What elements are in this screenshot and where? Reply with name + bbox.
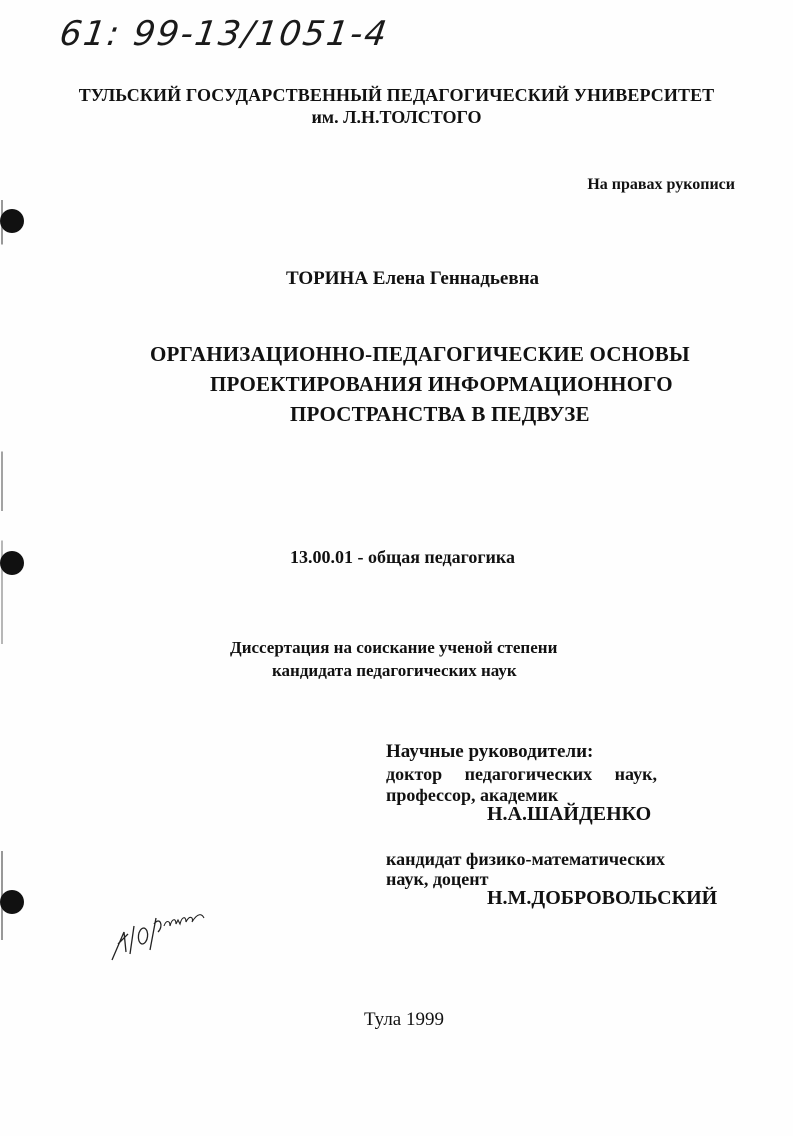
dissertation-degree-line-1: Диссертация на соискание ученой степени <box>230 638 558 657</box>
handwritten-page-count <box>104 904 214 964</box>
dissertation-degree-line-2: кандидата педагогических наук <box>272 661 517 680</box>
thesis-title-line-2: ПРОЕКТИРОВАНИЯ ИНФОРМАЦИОННОГО <box>210 372 673 396</box>
university-name: ТУЛЬСКИЙ ГОСУДАРСТВЕННЫЙ ПЕДАГОГИЧЕСКИЙ УНИВЕРСИТЕТ <box>78 85 715 105</box>
supervisor-1-degree: доктор педагогических наук, <box>386 764 658 784</box>
punch-hole-bottom <box>0 890 24 914</box>
university-named-after: им. Л.Н.ТОЛСТОГО <box>311 107 482 127</box>
punch-hole-top <box>0 209 24 233</box>
punch-hole-middle <box>0 551 24 575</box>
supervisor-2-degree: кандидат физико-математических <box>386 849 665 869</box>
supervisor-2-name: Н.М.ДОБРОВОЛЬСКИЙ <box>487 887 718 909</box>
supervisors-heading: Научные руководители: <box>386 741 594 762</box>
thesis-title-line-3: ПРОСТРАНСТВА В ПЕДВУЗЕ <box>290 402 590 426</box>
supervisor-1-title: профессор, академик <box>386 785 559 805</box>
specialty-code: 13.00.01 - общая педагогика <box>290 547 516 567</box>
manuscript-rights-note: На правах рукописи <box>587 176 735 193</box>
place-and-year: Тула 1999 <box>364 1009 444 1030</box>
library-shelfmark: 61: 99-13/1051-4 <box>57 14 392 54</box>
thesis-title-line-1: ОРГАНИЗАЦИОННО-ПЕДАГОГИЧЕСКИЕ ОСНОВЫ <box>150 342 690 366</box>
supervisor-1-name: Н.А.ШАЙДЕНКО <box>487 803 652 825</box>
supervisor-2-title: наук, доцент <box>386 869 489 889</box>
author-name: ТОРИНА Елена Геннадьевна <box>285 268 540 289</box>
